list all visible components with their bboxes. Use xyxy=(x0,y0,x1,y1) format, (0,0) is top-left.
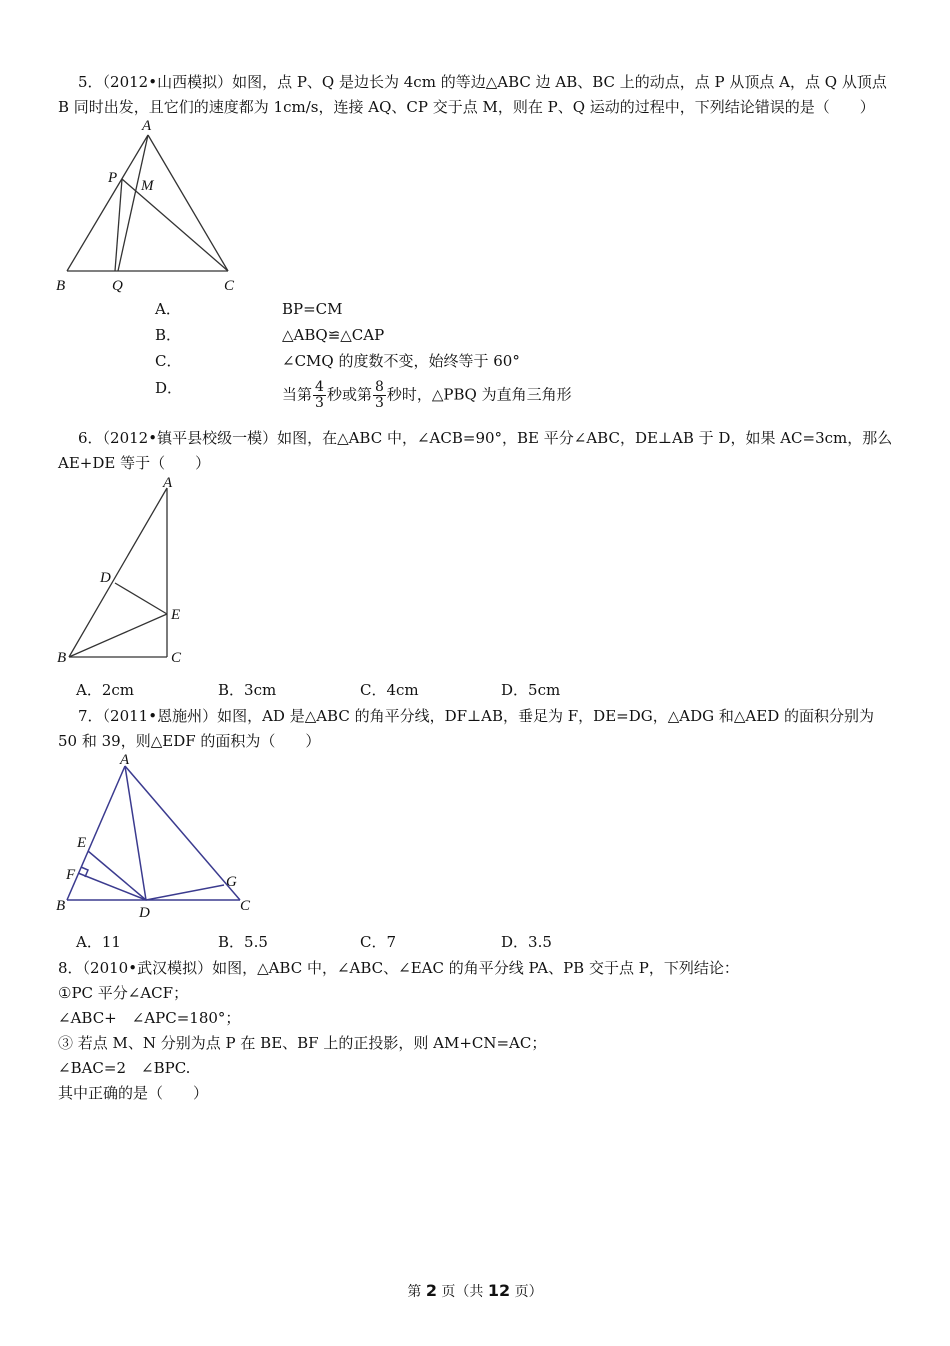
q7-figure xyxy=(50,750,260,925)
q5-option-a-letter: A． xyxy=(155,300,181,318)
q6-option-b: B．3cm xyxy=(218,681,277,699)
footer-total-pages: 12 xyxy=(487,1281,511,1300)
footer-page-number: 2 xyxy=(425,1281,437,1300)
fraction-4-3: $\frac{4}{3}$ xyxy=(315,379,324,411)
q7-option-a: A．11 xyxy=(76,933,121,951)
footer-mid: 页（共 xyxy=(436,1284,488,1300)
q5-label-A: A xyxy=(142,118,152,134)
q6-line1: 6．（2012•镇平县校级一模）如图，在△ABC 中，∠ACB=90°，BE 平分∠ABC，DE⊥AB 于 D，如果 AC=3cm，那么 xyxy=(78,429,893,447)
q6-label-B: B xyxy=(57,650,67,666)
q5-label-M: M xyxy=(141,178,154,194)
q7-label-C: C xyxy=(240,898,251,914)
footer-post: 页） xyxy=(510,1284,543,1300)
q5-label-C: C xyxy=(224,278,235,294)
q8-line3: ∠ABC+ ∠APC=180°； xyxy=(58,1009,241,1027)
q5-option-d-letter: D． xyxy=(155,379,183,397)
q5-option-b-letter: B． xyxy=(155,326,182,344)
q5-figure xyxy=(50,112,250,302)
q5-option-d-pre: 当第 xyxy=(282,385,313,404)
q6-label-D: D xyxy=(100,570,111,586)
q5-option-d-text xyxy=(282,380,572,411)
q5-line2: B 同时出发，且它们的速度都为 1cm/s，连接 AQ、CP 交于点 M，则在 P、Q 运动的过程中，下列结论错误的是（ ） xyxy=(58,98,875,116)
q6-option-d: D．5cm xyxy=(501,681,561,699)
q6-label-E: E xyxy=(171,607,181,623)
q8-line2: ①PC 平分∠ACF； xyxy=(58,984,189,1002)
q7-label-B: B xyxy=(56,898,66,914)
q5-option-b-text: △ABQ≌△CAP xyxy=(282,326,385,344)
footer-pre: 第 xyxy=(407,1284,426,1300)
q7-line2: 50 和 39，则△EDF 的面积为（ ） xyxy=(58,732,321,750)
q5-label-Q: Q xyxy=(112,278,123,294)
q5-option-a-text: BP=CM xyxy=(282,300,343,318)
q7-label-D: D xyxy=(139,905,150,921)
q8-line4: ③ 若点 M、N 分别为点 P 在 BE、BF 上的正投影，则 AM+CN=AC； xyxy=(58,1034,547,1052)
q5-option-c-letter: C． xyxy=(155,352,182,370)
q7-label-F: F xyxy=(66,867,76,883)
q7-label-G: G xyxy=(226,874,237,890)
q7-option-d: D．3.5 xyxy=(501,933,552,951)
q5-option-d-mid: 秒或第 xyxy=(326,385,372,404)
q6-option-a: A．2cm xyxy=(76,681,135,699)
q5-option-c-text: ∠CMQ 的度数不变，始终等于 60° xyxy=(282,352,520,370)
page-footer xyxy=(0,1281,950,1301)
q7-option-c: C．7 xyxy=(360,933,397,951)
q5-label-B: B xyxy=(56,278,66,294)
q8-line6: 其中正确的是（ ） xyxy=(58,1084,209,1102)
q6-figure xyxy=(50,470,200,670)
q8-line5: ∠BAC=2 ∠BPC. xyxy=(58,1059,191,1077)
fraction-8-3: $\frac{8}{3}$ xyxy=(374,379,384,411)
q6-option-c: C．4cm xyxy=(360,681,419,699)
q7-option-b: B．5.5 xyxy=(218,933,268,951)
q7-label-A: A xyxy=(120,752,130,768)
q5-line1: 5．（2012•山西模拟）如图，点 P、Q 是边长为 4cm 的等边△ABC 边 AB、BC 上的动点，点 P 从顶点 A，点 Q 从顶点 xyxy=(78,73,887,91)
q5-label-P: P xyxy=(108,170,118,186)
q7-line1: 7．（2011•恩施州）如图，AD 是△ABC 的角平分线，DF⊥AB，垂足为 F，DE=DG，△ADG 和△AED 的面积分别为 xyxy=(78,707,874,725)
q6-line2: AE+DE 等于（ ） xyxy=(58,454,211,472)
q8-line1: 8．（2010•武汉模拟）如图，△ABC 中，∠ABC、∠EAC 的角平分线 PA、PB 交于点 P，下列结论： xyxy=(58,959,739,977)
q5-option-d-post: 秒时，△PBQ 为直角三角形 xyxy=(386,385,572,404)
q6-label-A: A xyxy=(163,475,173,491)
q6-label-C: C xyxy=(171,650,182,666)
q7-label-E: E xyxy=(77,835,87,851)
